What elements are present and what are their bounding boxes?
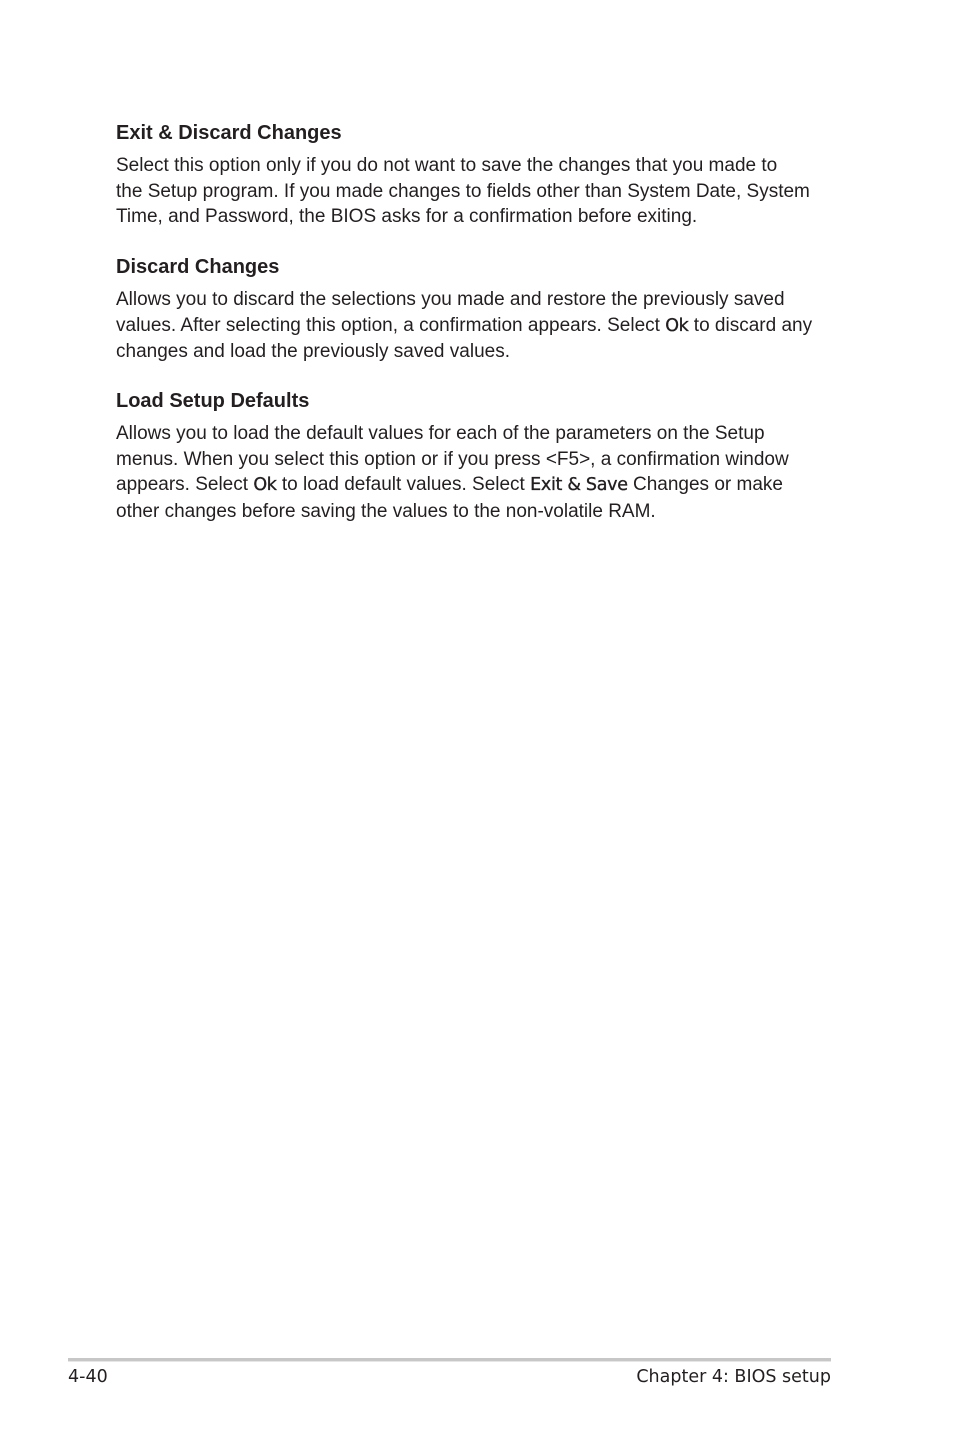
text-line xyxy=(116,204,846,230)
text-line xyxy=(116,339,846,365)
text-run: the Setup program. If you made changes to fields other than System Date, System xyxy=(116,180,810,202)
text-line xyxy=(116,499,846,525)
ui-term-exit-save: Exit & Save xyxy=(530,475,628,496)
page-number: 4-40 xyxy=(68,1367,108,1387)
section-body xyxy=(116,421,846,525)
section-body xyxy=(116,153,846,230)
text-run: Changes or make xyxy=(627,474,783,496)
text-line xyxy=(116,179,846,205)
text-line xyxy=(116,421,846,447)
section-discard-changes xyxy=(116,254,846,365)
text-run: to load default values. Select xyxy=(276,474,531,496)
text-run: changes and load the previously saved values. xyxy=(116,341,510,363)
text-run: Time, and Password, the BIOS asks for a confirmation before exiting. xyxy=(116,206,698,228)
text-run: Allows you to discard the selections you made and restore the previously saved xyxy=(116,289,785,310)
text-line xyxy=(116,287,846,313)
text-run: Allows you to load the default values for each of the parameters on the Setup xyxy=(116,423,765,444)
ui-term-ok: Ok xyxy=(253,475,277,496)
text-line xyxy=(116,447,846,473)
text-line xyxy=(116,472,846,499)
section-body xyxy=(116,287,846,365)
section-load-setup-defaults xyxy=(116,388,846,525)
text-run: values. After selecting this option, a confirmation appears. Select xyxy=(116,314,666,336)
text-line xyxy=(116,313,846,340)
ui-term-ok: Ok xyxy=(665,315,689,336)
text-run: Select this option only if you do not want to save the changes that you made to xyxy=(116,155,778,176)
section-heading: Load Setup Defaults xyxy=(116,390,310,412)
text-run: appears. Select xyxy=(116,474,254,496)
text-run: to discard any xyxy=(688,314,813,336)
text-run: menus. When you select this option or if you press <F5>, a confirmation window xyxy=(116,448,789,470)
section-heading: Exit & Discard Changes xyxy=(116,122,342,144)
footer-divider xyxy=(68,1358,831,1362)
text-run: other changes before saving the values to the non-volatile RAM. xyxy=(116,501,656,523)
section-exit-discard-changes xyxy=(116,120,846,230)
section-heading: Discard Changes xyxy=(116,256,280,278)
chapter-title: Chapter 4: BIOS setup xyxy=(636,1367,831,1387)
text-line xyxy=(116,153,846,179)
